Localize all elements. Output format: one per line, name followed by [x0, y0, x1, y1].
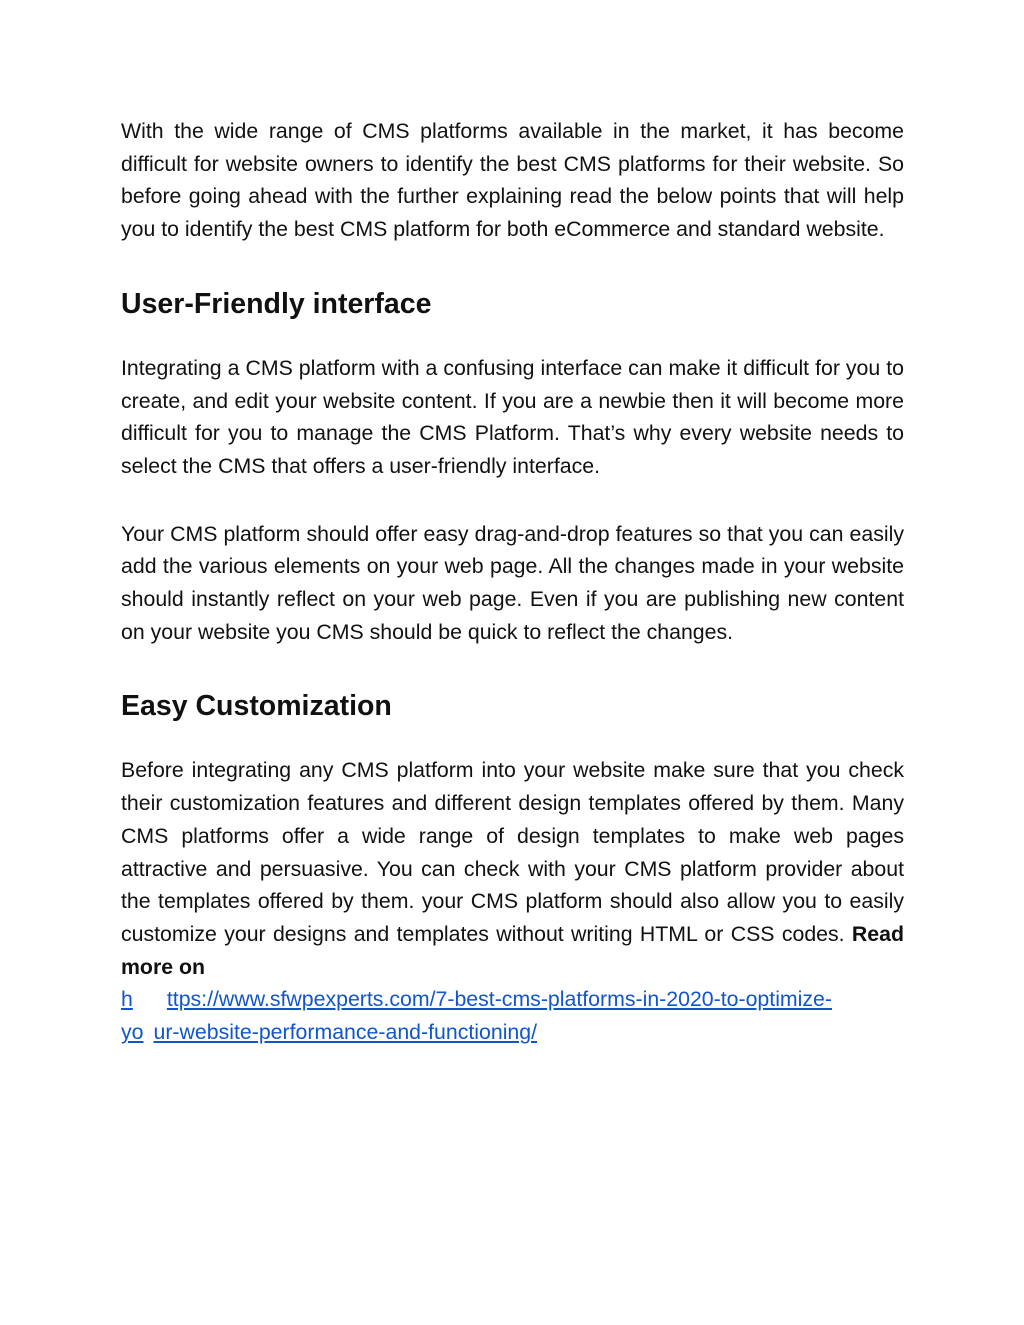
heading-user-friendly-interface: User-Friendly interface [121, 287, 432, 320]
intro-paragraph: With the wide range of CMS platforms available in the market, it has become difficult for website owners to identify the best CMS platforms for their website. So before going ahead with the further explaining read the below points that will help you to identify the best CMS platform for both eCommerce and standard website. [121, 119, 904, 242]
link-fragment-1a[interactable]: h [121, 987, 133, 1012]
source-link[interactable] [121, 983, 904, 1048]
customization-paragraph [121, 754, 904, 983]
user-friendly-paragraph-1: Integrating a CMS platform with a confusing interface can make it difficult for you to create, and edit your website content. If you are a newbie then it will become more difficult for you to manage the CMS Platform. That’s why every website needs to select the CMS that offers a user-friendly interface. [121, 355, 904, 478]
link-line-2 [121, 1016, 904, 1049]
link-line-1 [121, 983, 904, 1016]
link-fragment-2b[interactable]: ur-website-performance-and-functioning/ [153, 1020, 538, 1045]
heading-easy-customization: Easy Customization [121, 690, 392, 723]
customization-text: Before integrating any CMS platform into your website make sure that you check their customization features and different design templates offered by them. Many CMS platforms offer a wide range of design templates to make web pages attractive and persuasive. You can check with your CMS platform provider about the templates offered by them. your CMS platform should also allow you to easily customize your designs and templates without writing HTML or CSS codes. [121, 758, 904, 946]
link-fragment-1b[interactable]: ttps://www.sfwpexperts.com/7-best-cms-platforms-in-2020-to-optimize- [166, 987, 832, 1012]
read-more-label: Read more on [121, 921, 904, 979]
user-friendly-paragraph-2: Your CMS platform should offer easy drag-and-drop features so that you can easily add the various elements on your web page. All the changes made in your website should instantly reflect on your web page. Even if you are publishing new content on your website you CMS should be quick to reflect the changes. [121, 521, 904, 644]
link-fragment-2a[interactable]: yo [121, 1020, 144, 1045]
document-page [121, 115, 904, 1049]
